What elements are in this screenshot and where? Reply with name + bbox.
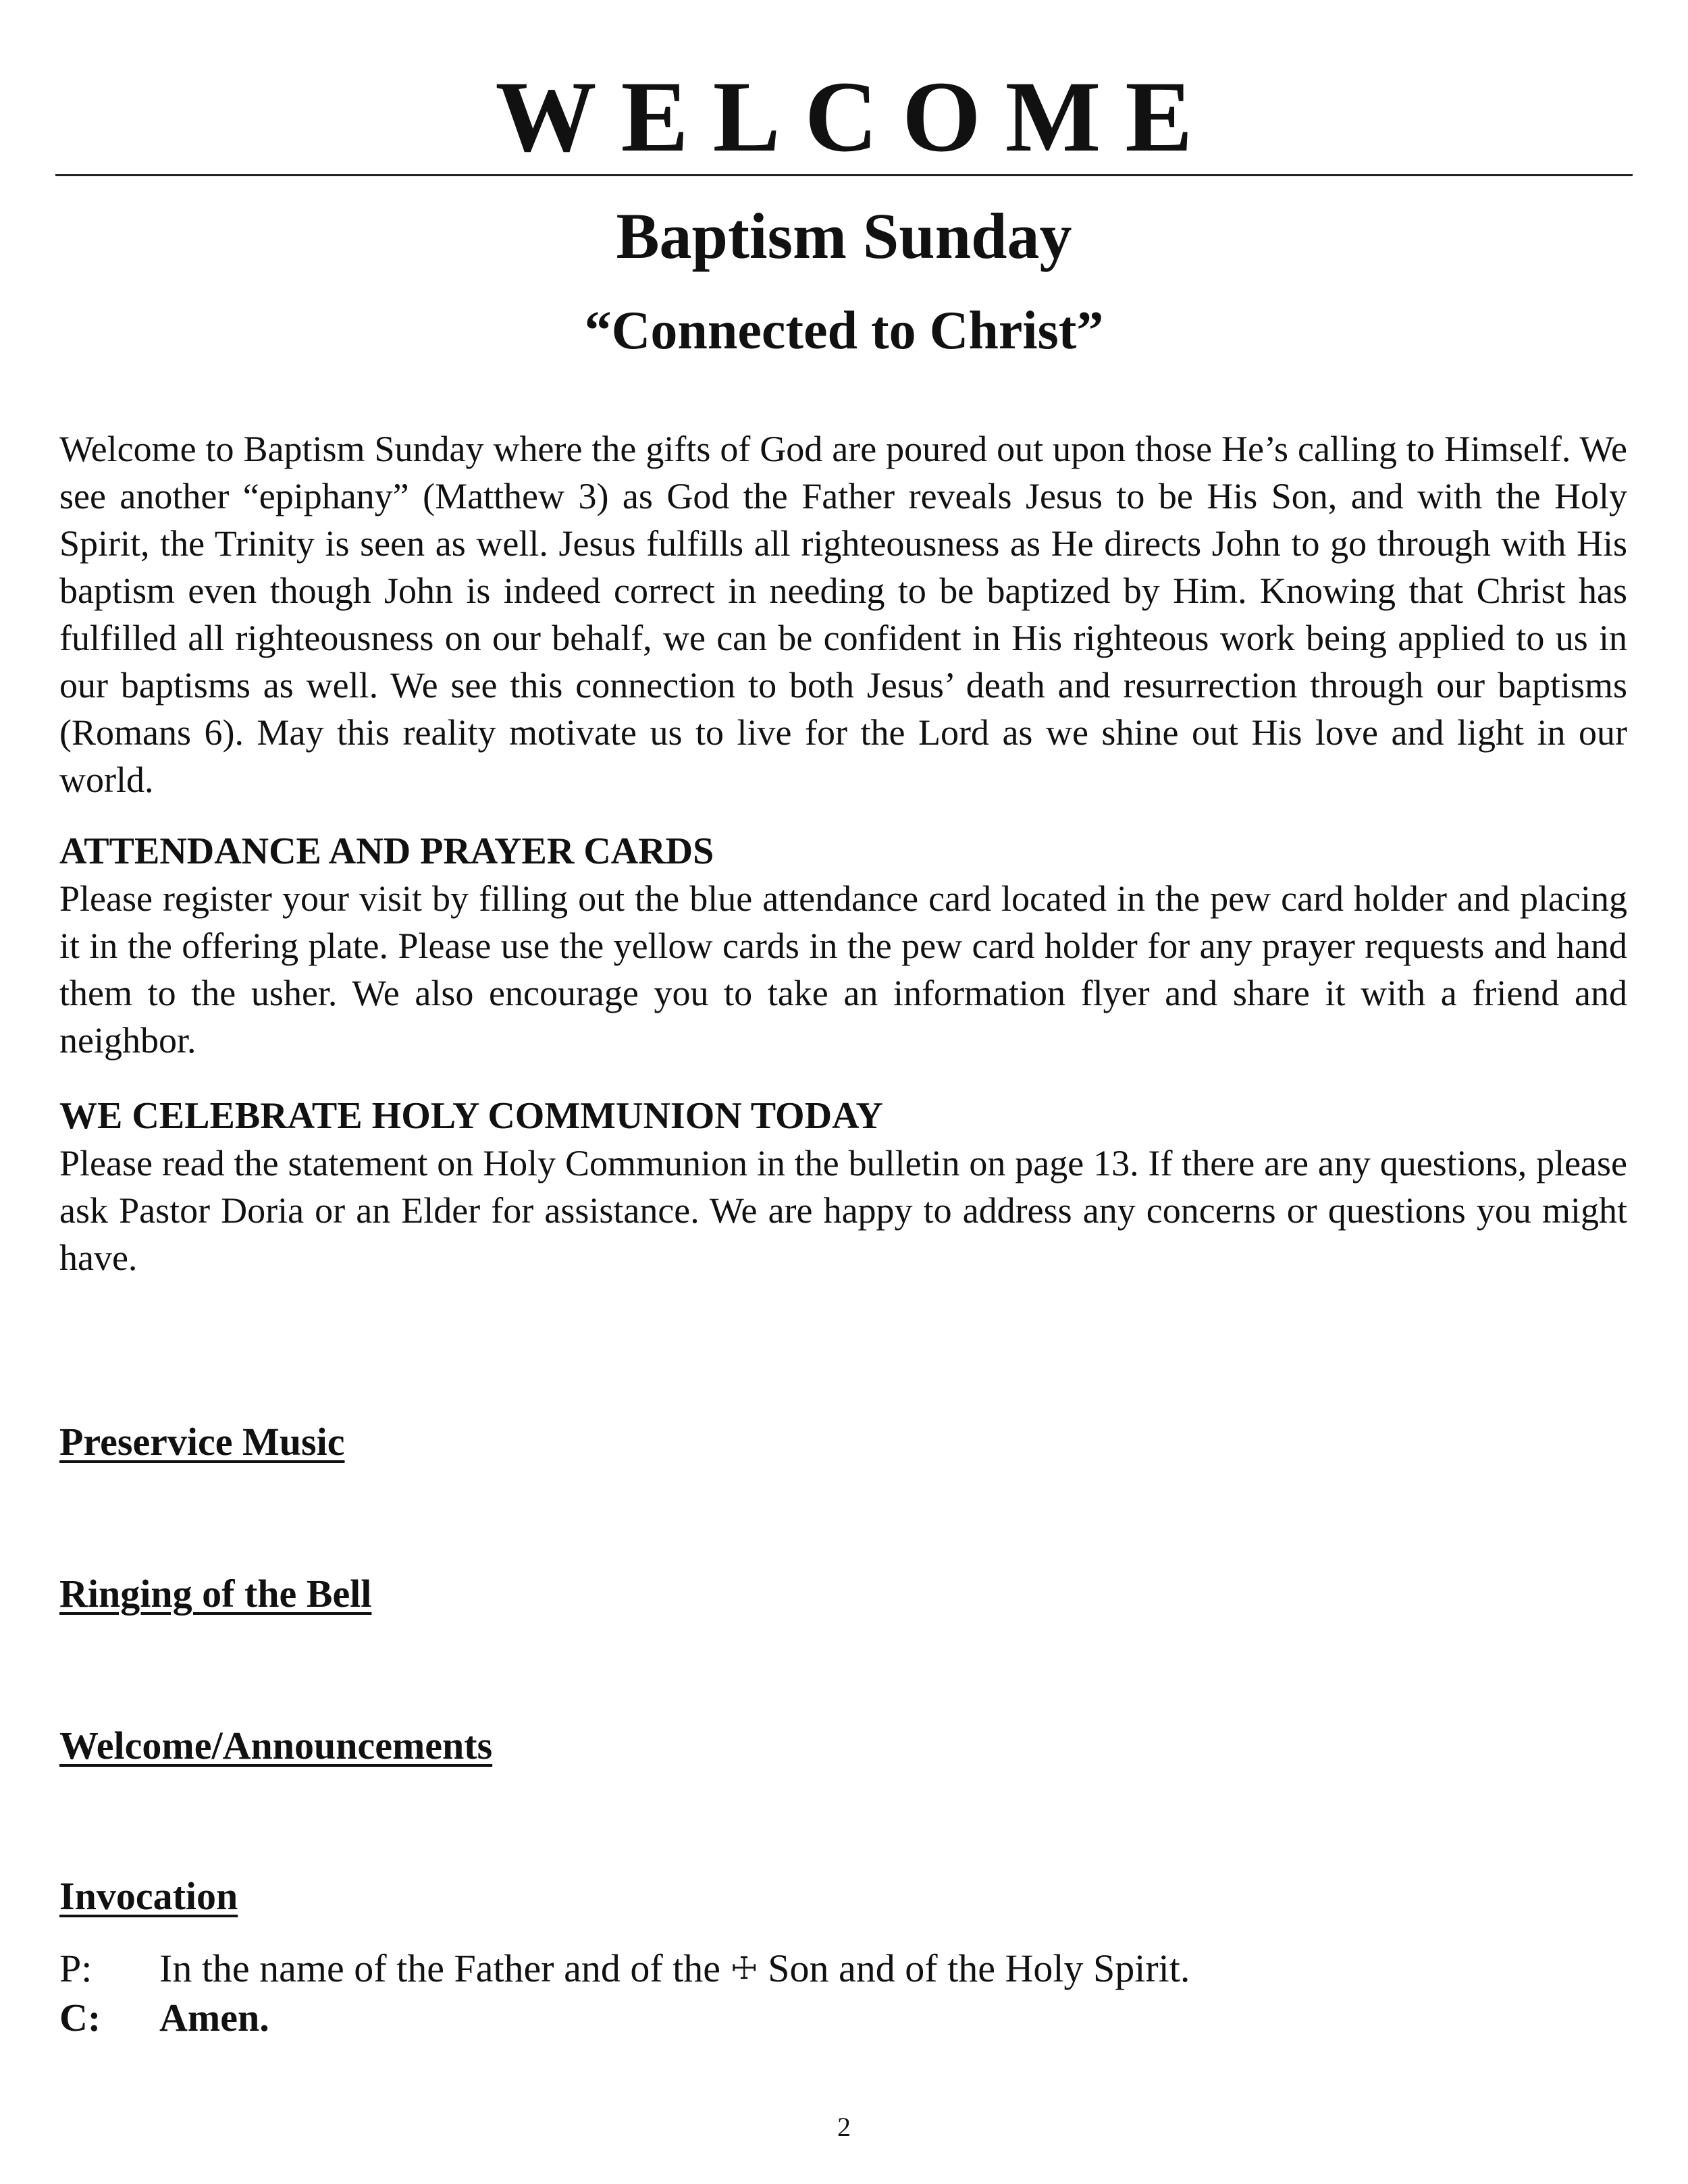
communion-heading: WE CELEBRATE HOLY COMMUNION TODAY [59, 1095, 883, 1137]
pastor-response-line [59, 1943, 1190, 1994]
intro-paragraph: Welcome to Baptism Sunday where the gifts of God are poured out upon those He’s calling to Himself. We see another “epiphany” (Matthew 3) as God the Father reveals Jesus to be His Son, and with the Holy Spirit, the Trinity is seen as well. Jesus fulfills all righteousness as He directs John to go through with His baptism even though John is indeed correct in needing to be baptized by Him. Knowing that Christ has fulfilled all righteousness on our behalf, we can be confident in His righteous work being applied to us in our baptisms as well. We see this connection to both Jesus’ death and resurrection through our baptisms (Romans 6). May this reality motivate us to live for the Lord as we shine out His love and light in our world. [59, 429, 1627, 800]
congregation-label: C: [59, 1996, 101, 2040]
pastor-text-before: In the name of the Father and of the [159, 1946, 721, 1990]
ringing-of-bell-heading: Ringing of the Bell [59, 1572, 372, 1616]
page-number: 2 [837, 2112, 851, 2142]
welcome-announcements-heading: Welcome/Announcements [59, 1724, 493, 1767]
preservice-music-heading: Preservice Music [59, 1420, 345, 1464]
congregation-response-line [59, 1993, 269, 2043]
invocation-heading: Invocation [59, 1874, 238, 1918]
communion-paragraph: Please read the statement on Holy Communion in the bulletin on page 13. If there are any questions, please ask Pastor Doria or an Elder for assistance. We are happy to address any concerns or questions you might have. [59, 1143, 1627, 1278]
pastor-text-after: Son and of the Holy Spirit. [768, 1946, 1190, 1990]
cross-icon: ☩ [730, 1950, 758, 1986]
pastor-label: P: [59, 1946, 93, 1990]
page-title: WELCOME [495, 61, 1217, 173]
title-divider [55, 174, 1633, 176]
service-subtitle: Baptism Sunday [616, 200, 1072, 272]
congregation-text: Amen. [159, 1996, 269, 2040]
service-theme: “Connected to Christ” [584, 301, 1104, 361]
attendance-paragraph: Please register your visit by filling out the blue attendance card located in the pew card holder and placing it in the offering plate. Please use the yellow cards in the pew card holder for any prayer requests and hand them to the usher. We also encourage you to take an information flyer and share it with a friend and neighbor. [59, 878, 1627, 1061]
attendance-heading: ATTENDANCE AND PRAYER CARDS [59, 830, 714, 872]
